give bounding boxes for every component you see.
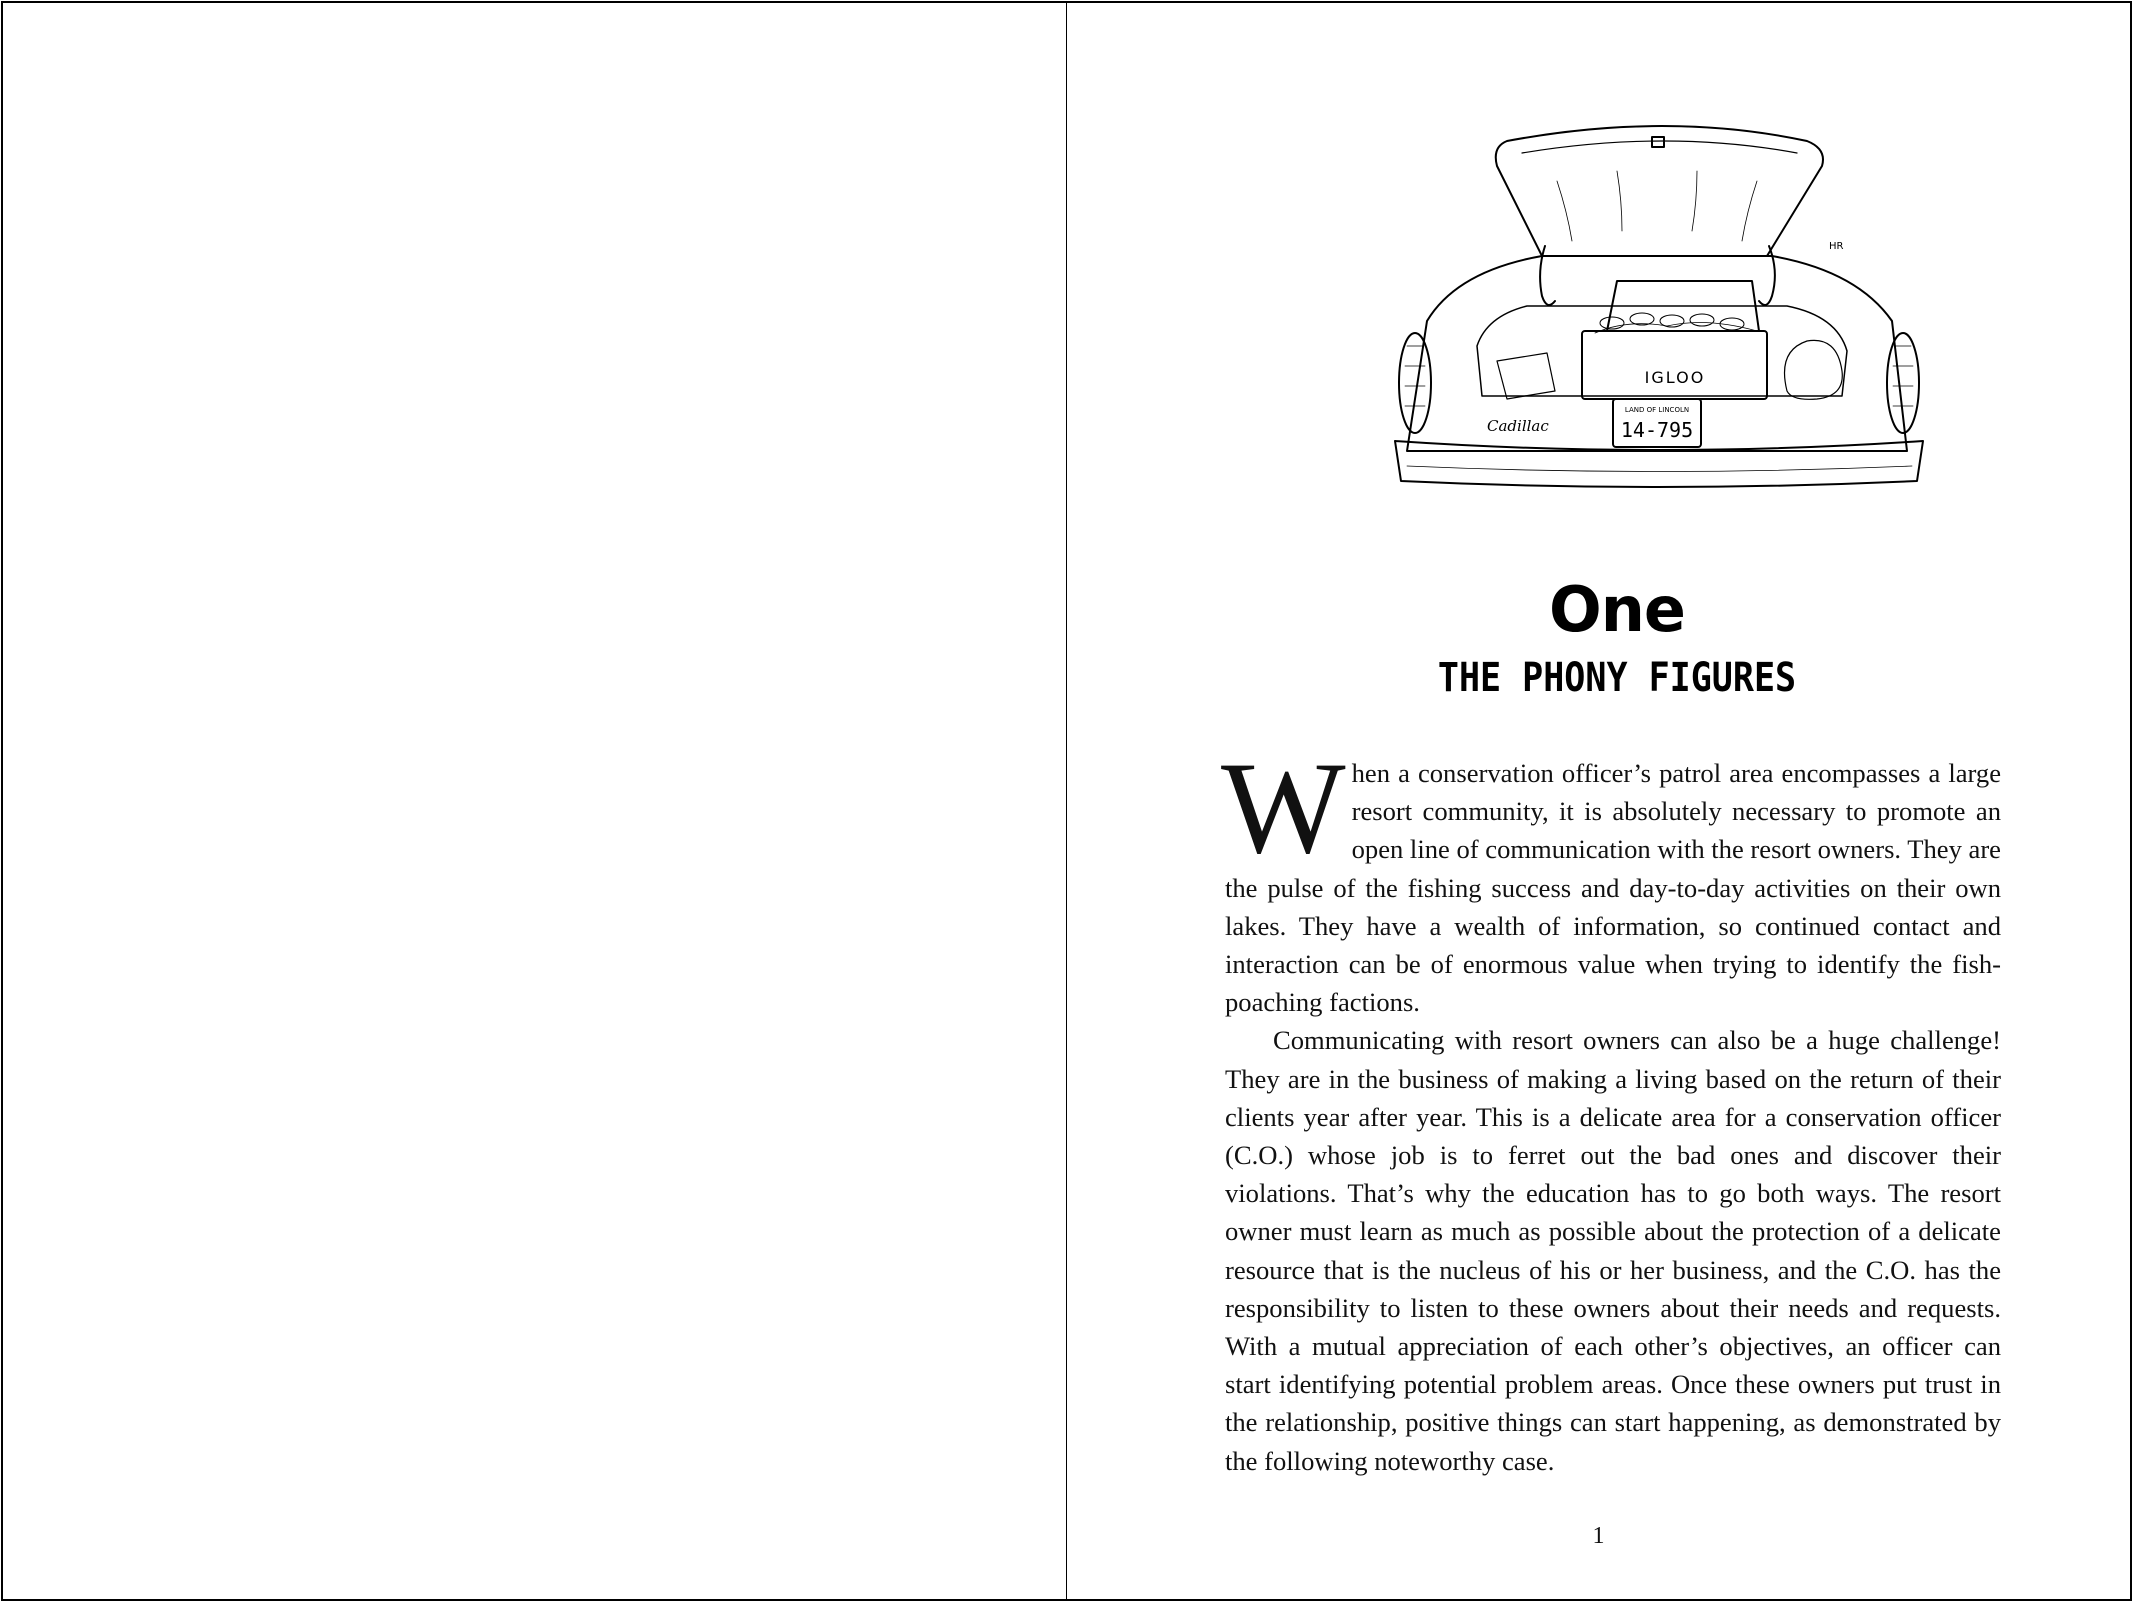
right-page: [1066, 1, 2132, 1601]
chapter-number: One: [1549, 573, 1685, 646]
chapter-title: THE PHONY FIGURES: [1437, 655, 1797, 702]
drop-cap: W: [1221, 734, 1346, 881]
paragraph-1: [1221, 734, 2001, 1021]
artist-initials: HR: [1829, 241, 1844, 252]
cooler-label: IGLOO: [1644, 368, 1706, 387]
left-page-blank: [1, 1, 1068, 1601]
paragraph-1-text: hen a conservation officer’s patrol area encompasses a large resort community, it is absolutely necessary to promote an open line of communication with the resort owners. They are the pulse of the fishing success and day-to-day activities on their own lakes. They have a wealth of information, so continued contact and interaction can be of enormous value when trying to identify the fish-poaching factions.: [1225, 758, 2001, 1018]
plate-number: 14-795: [1620, 418, 1694, 442]
chapter-body: [1221, 734, 2001, 1480]
plate-header: LAND OF LINCOLN: [1624, 406, 1690, 414]
car-trunk-illustration: [1367, 121, 1947, 531]
paragraph-2: Communicating with resort owners can also be a huge challenge! They are in the business of making a living based on the return of their clients year after year. This is a delicate area for a conservation officer (C.O.) whose job is to ferret out the bad ones and discover their violations. That’s why the education has to go both ways. The resort owner must learn as much as possible about the protection of a delicate resource that is the nucleus of his or her business, and the C.O. has the responsibility to listen to these owners about their needs and requests. With a mutual appreciation of each other’s objectives, an officer can start identifying potential problem areas. Once these owners put trust in the relationship, positive things can start happening, as demonstrated by the following noteworthy case.: [1225, 1025, 2001, 1476]
page-number: 1: [1592, 1523, 1605, 1549]
brand-script: Cadillac: [1487, 417, 1549, 435]
